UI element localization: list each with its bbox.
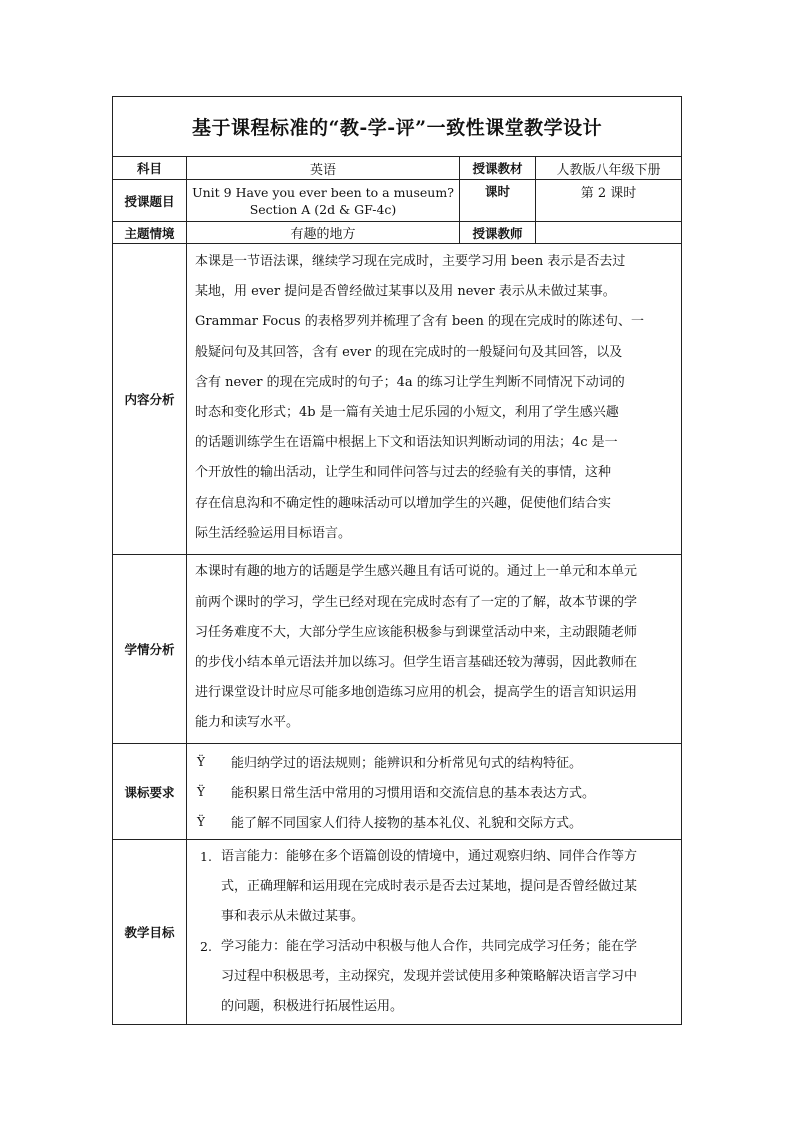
learner-line: 前两个课时的学习，学生已经对现在完成时态有了一定的了解，故本节课的学 <box>195 594 638 610</box>
objective-line: 习过程中积极思考，主动探究，发现并尝试使用多种策略解决语言学习中 <box>221 969 638 984</box>
teacher-value <box>536 222 682 244</box>
curriculum-item <box>193 747 675 777</box>
objective-line: 的问题，积极进行拓展性运用。 <box>221 999 404 1014</box>
objective-line: 学习能力：能在学习活动中积极与他人合作，共同完成学习任务；能在学 <box>221 939 638 954</box>
curriculum-list <box>187 744 682 840</box>
content-line: 的话题训练学生在语篇中根据上下文和语法知识判断动词的用法；4c 是一 <box>195 435 618 451</box>
bullet-icon: Ÿ <box>197 784 205 799</box>
learner-analysis-text <box>187 555 682 744</box>
topic-line-2: Section A (2d & GF-4c) <box>249 201 397 217</box>
content-analysis-label: 内容分析 <box>113 244 187 555</box>
material-value: 人教版八年级下册 <box>536 157 682 180</box>
content-line: 际生活经验运用目标语言。 <box>195 525 352 541</box>
learner-analysis-label: 学情分析 <box>113 555 187 744</box>
subject-label: 科目 <box>113 157 187 180</box>
content-line: 含有 never 的现在完成时的句子；4a 的练习让学生判断不同情况下动词的 <box>195 374 625 390</box>
learner-line: 能力和读写水平。 <box>195 715 300 731</box>
objective-line: 式，正确理解和运用现在完成时表示是否去过某地，提问是否曾经做过某 <box>221 879 638 894</box>
content-line: 某地，用 ever 提问是否曾经做过某事以及用 never 表示从未做过某事。 <box>195 284 616 300</box>
document-title: 基于课程标准的“教-学-评”一致性课堂教学设计 <box>113 97 682 157</box>
subject-value: 英语 <box>187 157 460 180</box>
bullet-icon: Ÿ <box>197 754 205 769</box>
topic-value <box>187 180 460 222</box>
learner-line: 习任务难度不大，大部分学生应该能积极参与到课堂活动中来，主动跟随老师 <box>195 624 638 640</box>
period-value: 第 2 课时 <box>536 180 682 222</box>
topic-label: 授课题目 <box>113 180 187 222</box>
bullet-icon: Ÿ <box>197 814 205 829</box>
objective-text <box>221 842 675 932</box>
topic-line-1: Unit 9 Have you ever been to a museum? <box>192 184 454 200</box>
content-line: 般疑问句及其回答，含有 ever 的现在完成时的一般疑问句及其回答，以及 <box>195 344 623 360</box>
curriculum-item <box>193 777 675 807</box>
objectives-label: 教学目标 <box>113 840 187 1025</box>
content-line: 个开放性的输出活动，让学生和同伴问答与过去的经验有关的事情，这种 <box>195 465 612 481</box>
curriculum-item <box>193 807 675 837</box>
material-label: 授课教材 <box>460 157 536 180</box>
objective-text <box>221 932 675 1022</box>
curriculum-item-text: 能了解不同国家人们待人接物的基本礼仪、礼貌和交际方式。 <box>231 816 583 831</box>
learner-line: 本课时有趣的地方的话题是学生感兴趣且有话可说的。通过上一单元和本单元 <box>195 564 638 580</box>
curriculum-item-text: 能归纳学过的语法规则；能辨识和分析常见句式的结构特征。 <box>231 756 583 771</box>
lesson-plan-table <box>112 96 682 1025</box>
content-line: Grammar Focus 的表格罗列并梳理了含有 been 的现在完成时的陈述句、一 <box>195 314 645 330</box>
learner-line: 进行课堂设计时应尽可能多地创造练习应用的机会，提高学生的语言知识运用 <box>195 685 638 701</box>
objective-item <box>191 842 675 932</box>
objective-item <box>191 932 675 1022</box>
objective-number: 2. <box>200 939 212 954</box>
objective-number: 1. <box>200 849 212 864</box>
curriculum-label: 课标要求 <box>113 744 187 840</box>
objectives-list <box>187 840 682 1025</box>
teacher-label: 授课教师 <box>460 222 536 244</box>
content-line: 本课是一节语法课，继续学习现在完成时，主要学习用 been 表示是否去过 <box>195 253 626 269</box>
objective-line: 事和表示从未做过某事。 <box>221 909 365 924</box>
curriculum-item-text: 能积累日常生活中常用的习惯用语和交流信息的基本表达方式。 <box>231 786 596 801</box>
theme-value: 有趣的地方 <box>187 222 460 244</box>
period-label: 课时 <box>460 180 536 222</box>
content-line: 存在信息沟和不确定性的趣味活动可以增加学生的兴趣，促使他们结合实 <box>195 495 612 511</box>
learner-line: 的步伐小结本单元语法并加以练习。但学生语言基础还较为薄弱，因此教师在 <box>195 655 638 670</box>
content-line: 时态和变化形式；4b 是一篇有关迪士尼乐园的小短文，利用了学生感兴趣 <box>195 405 619 420</box>
theme-label: 主题情境 <box>113 222 187 244</box>
objective-line: 语言能力：能够在多个语篇创设的情境中，通过观察归纳、同伴合作等方 <box>221 849 638 864</box>
lesson-plan-sheet <box>112 96 681 1025</box>
content-analysis-text <box>187 244 682 555</box>
